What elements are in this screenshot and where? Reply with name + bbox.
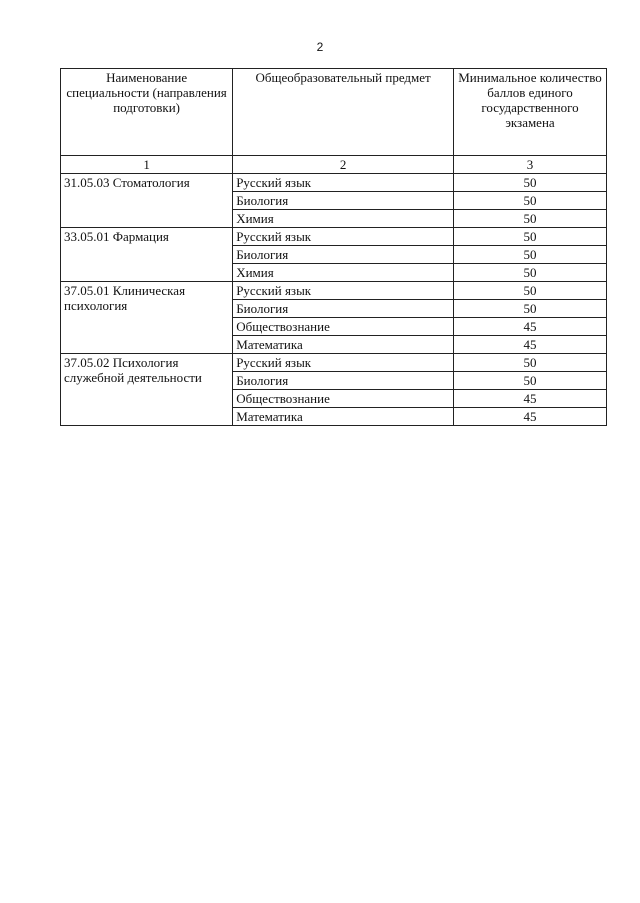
score-cell: 45 (454, 336, 607, 354)
header-min-score: Минимальное количество баллов единого государственного экзамена (454, 69, 607, 156)
subject-cell: Математика (233, 408, 454, 426)
score-cell: 50 (454, 228, 607, 246)
specialty-cell: 37.05.01 Клиническая психология (61, 282, 233, 354)
header-row (61, 69, 607, 156)
score-cell: 50 (454, 174, 607, 192)
table-row (61, 282, 607, 300)
table-row (61, 174, 607, 192)
page-number: 2 (316, 40, 324, 54)
column-number-row (61, 156, 607, 174)
subject-cell: Биология (233, 246, 454, 264)
subject-cell: Русский язык (233, 228, 454, 246)
subject-cell: Обществознание (233, 390, 454, 408)
score-cell: 50 (454, 210, 607, 228)
score-cell: 50 (454, 300, 607, 318)
exam-scores-table (60, 68, 607, 426)
header-specialty: Наименование специальности (направления подготовки) (61, 69, 233, 156)
subject-cell: Химия (233, 264, 454, 282)
score-cell: 50 (454, 246, 607, 264)
subject-cell: Биология (233, 192, 454, 210)
subject-cell: Русский язык (233, 174, 454, 192)
score-cell: 45 (454, 390, 607, 408)
score-cell: 50 (454, 192, 607, 210)
score-cell: 50 (454, 354, 607, 372)
score-cell: 50 (454, 264, 607, 282)
column-number: 1 (61, 156, 233, 174)
score-cell: 45 (454, 408, 607, 426)
table-row (61, 354, 607, 372)
specialty-cell: 31.05.03 Стоматология (61, 174, 233, 228)
table-row (61, 228, 607, 246)
specialty-cell: 33.05.01 Фармация (61, 228, 233, 282)
subject-cell: Русский язык (233, 354, 454, 372)
column-number: 3 (454, 156, 607, 174)
subject-cell: Биология (233, 372, 454, 390)
subject-cell: Обществознание (233, 318, 454, 336)
score-cell: 45 (454, 318, 607, 336)
subject-cell: Химия (233, 210, 454, 228)
score-cell: 50 (454, 282, 607, 300)
subject-cell: Русский язык (233, 282, 454, 300)
specialty-cell: 37.05.02 Психология служебной деятельности (61, 354, 233, 426)
subject-cell: Математика (233, 336, 454, 354)
score-cell: 50 (454, 372, 607, 390)
header-subject: Общеобразовательный предмет (233, 69, 454, 156)
subject-cell: Биология (233, 300, 454, 318)
column-number: 2 (233, 156, 454, 174)
